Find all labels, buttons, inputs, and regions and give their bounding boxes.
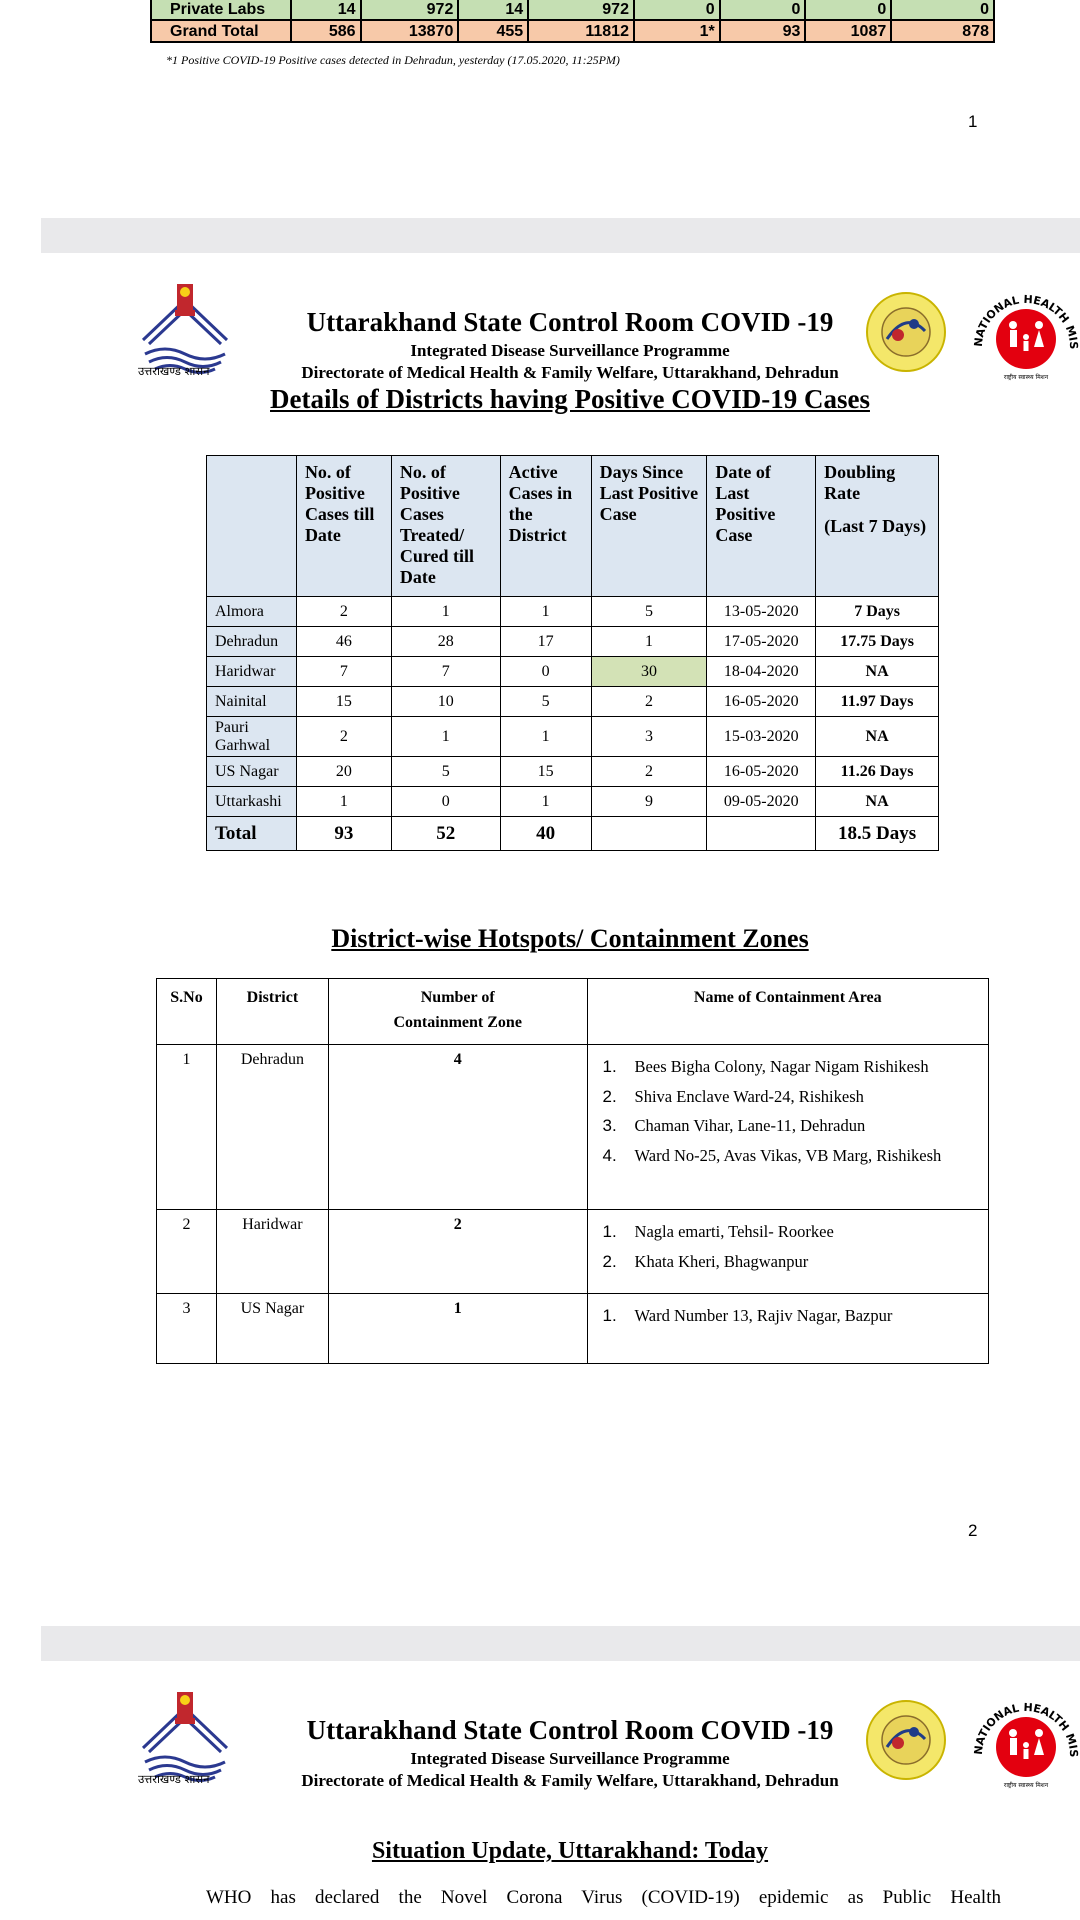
list-number: 2.	[602, 1251, 617, 1271]
table-row	[207, 687, 939, 717]
column-header: Days Since Last Positive Case	[591, 456, 707, 597]
table-cell: 16-05-2020	[707, 687, 816, 717]
table-cell: 1	[500, 717, 591, 757]
column-header	[328, 979, 587, 1045]
column-header: No. of Positive Cases Treated/ Cured till Date	[391, 456, 500, 597]
table-cell: 0	[805, 0, 891, 20]
table-cell: 9	[591, 787, 707, 817]
table-row	[207, 787, 939, 817]
table-row	[207, 597, 939, 627]
area-name: Chaman Vihar, Lane-11, Dehradun	[634, 1116, 866, 1135]
table-cell: 52	[391, 817, 500, 851]
column-header: Date of Last Positive Case	[707, 456, 816, 597]
table-cell: NA	[816, 657, 939, 687]
table-cell: 15	[500, 757, 591, 787]
emblem-caption: उत्तराखण्ड शासन	[138, 1772, 210, 1786]
table-cell: 93	[720, 20, 806, 42]
table-cell: 15	[296, 687, 391, 717]
table-cell: NA	[816, 787, 939, 817]
table-cell: 10	[391, 687, 500, 717]
table-cell: 0	[891, 0, 994, 20]
uttarakhand-emblem-logo	[135, 1690, 235, 1785]
table-row	[157, 1210, 989, 1294]
list-item	[603, 1052, 987, 1082]
column-header: Active Cases in the District	[500, 456, 591, 597]
table-cell: 1	[591, 627, 707, 657]
nhm-logo	[968, 281, 1080, 381]
total-row	[207, 817, 939, 851]
table-cell: 1087	[805, 20, 891, 42]
paragraph: WHO has declared the Novel Corona Virus (COVID-19) epidemic as Public Health	[206, 1887, 1001, 1908]
district-name: Dehradun	[216, 1045, 328, 1210]
list-number: 2.	[602, 1086, 617, 1106]
area-name: Ward No-25, Avas Vikas, VB Marg, Rishikesh	[634, 1145, 942, 1165]
table-cell: 2	[591, 687, 707, 717]
district-name: Dehradun	[207, 627, 297, 657]
table-cell: 1	[391, 597, 500, 627]
table-cell	[591, 817, 707, 851]
table-cell: 1	[500, 597, 591, 627]
table-header-row	[207, 456, 939, 597]
district-name: US Nagar	[207, 757, 297, 787]
table-row	[207, 757, 939, 787]
list-item	[603, 1111, 987, 1141]
area-name: Shiva Enclave Ward-24, Rishikesh	[634, 1086, 864, 1106]
list-item	[603, 1301, 987, 1331]
table-cell: 5	[591, 597, 707, 627]
idsp-logo	[865, 1699, 947, 1781]
page-number: 1	[968, 112, 978, 131]
uttarakhand-emblem-logo	[135, 282, 235, 377]
page-gap	[41, 218, 1080, 253]
table-cell: 3	[591, 717, 707, 757]
idsp-logo	[865, 291, 947, 373]
table-cell: 15-03-2020	[707, 717, 816, 757]
table-cell: 586	[291, 20, 361, 42]
nhm-caption: राष्ट्रीय स्वास्थ्य मिशन	[1003, 1782, 1049, 1789]
list-item	[603, 1141, 987, 1171]
list-number: 1.	[602, 1306, 617, 1325]
zone-count: 2	[328, 1210, 587, 1294]
total-label: Total	[207, 817, 297, 851]
table-row	[151, 20, 994, 42]
table-cell: 878	[891, 20, 994, 42]
table-cell: 972	[528, 0, 634, 20]
area-name: Ward Number 13, Rajiv Nagar, Bazpur	[634, 1306, 893, 1325]
table-cell: NA	[816, 717, 939, 757]
table-cell: 7 Days	[816, 597, 939, 627]
table-row	[207, 717, 939, 757]
table-cell: 1*	[634, 20, 720, 42]
table-cell: 0	[634, 0, 720, 20]
list-item	[603, 1082, 987, 1112]
nhm-arc-text: NATIONAL HEALTH MIS	[971, 292, 1080, 350]
list-item	[603, 1217, 987, 1247]
table-row	[207, 627, 939, 657]
table-row	[157, 1045, 989, 1210]
table-header-row	[157, 979, 989, 1045]
district-name: Uttarkashi	[207, 787, 297, 817]
table-cell: 0	[720, 0, 806, 20]
table-cell: 2	[296, 597, 391, 627]
table-cell: 2	[296, 717, 391, 757]
table-cell: 11.26 Days	[816, 757, 939, 787]
column-header: District	[216, 979, 328, 1045]
area-list	[589, 1046, 987, 1170]
area-list-cell	[587, 1210, 988, 1294]
section-title: Situation Update, Uttarakhand: Today	[371, 1838, 769, 1864]
table-cell: 1	[391, 717, 500, 757]
list-number: 1.	[602, 1057, 617, 1076]
column-header: S.No	[157, 979, 217, 1045]
district-name: US Nagar	[216, 1294, 328, 1364]
district-name: Haridwar	[207, 657, 297, 687]
table-cell: 28	[391, 627, 500, 657]
zone-count: 4	[328, 1045, 587, 1210]
table-cell: 13870	[361, 20, 459, 42]
table-cell: 17	[500, 627, 591, 657]
page-gap	[41, 1626, 1080, 1661]
column-header-text: Containment Zone	[393, 1014, 522, 1031]
nhm-caption: राष्ट्रीय स्वास्थ्य मिशन	[1003, 374, 1049, 381]
area-list	[589, 1295, 987, 1331]
table-cell: 14	[458, 0, 528, 20]
table-cell: 17.75 Days	[816, 627, 939, 657]
page-title: Uttarakhand State Control Room COVID -19	[306, 307, 834, 337]
table-row	[157, 1294, 989, 1364]
column-header-text: Number of	[420, 989, 495, 1006]
table-cell: 455	[458, 20, 528, 42]
section-title: Details of Districts having Positive COVID-19 Cases	[270, 384, 870, 414]
column-header	[207, 456, 297, 597]
row-label: Private Labs	[151, 0, 291, 20]
list-number: 4.	[602, 1145, 617, 1165]
zone-count: 1	[328, 1294, 587, 1364]
lab-summary-table	[150, 0, 995, 43]
district-name: Haridwar	[216, 1210, 328, 1294]
table-cell: 20	[296, 757, 391, 787]
table-cell: 30	[591, 657, 707, 687]
subtitle: Directorate of Medical Health & Family Welfare, Uttarakhand, Dehradun	[301, 1771, 839, 1790]
serial-number: 3	[157, 1294, 217, 1364]
area-name: Nagla emarti, Tehsil- Roorkee	[634, 1222, 834, 1241]
table-cell: 11.97 Days	[816, 687, 939, 717]
column-header: Name of Containment Area	[587, 979, 988, 1045]
column-header: No. of Positive Cases till Date	[296, 456, 391, 597]
table-cell: 7	[391, 657, 500, 687]
nhm-logo	[968, 1689, 1080, 1789]
table-row	[151, 0, 994, 20]
area-list	[589, 1211, 987, 1276]
table-row	[207, 657, 939, 687]
section-title: District-wise Hotspots/ Containment Zones	[331, 924, 809, 953]
subtitle: Directorate of Medical Health & Family Welfare, Uttarakhand, Dehradun	[301, 363, 839, 382]
list-number: 3.	[602, 1116, 617, 1135]
area-list-cell	[587, 1294, 988, 1364]
table-cell: 14	[291, 0, 361, 20]
serial-number: 1	[157, 1045, 217, 1210]
list-item	[603, 1247, 987, 1277]
area-list-cell	[587, 1045, 988, 1210]
row-label: Grand Total	[151, 20, 291, 42]
district-name: Almora	[207, 597, 297, 627]
table-cell: 2	[591, 757, 707, 787]
table-cell: 11812	[528, 20, 634, 42]
table-cell: 40	[500, 817, 591, 851]
table-cell: 7	[296, 657, 391, 687]
column-header-text: Doubling Rate	[824, 462, 896, 503]
table-cell: 09-05-2020	[707, 787, 816, 817]
table-cell	[707, 817, 816, 851]
table-cell: 0	[500, 657, 591, 687]
table-cell: 93	[296, 817, 391, 851]
table-cell: 46	[296, 627, 391, 657]
list-number: 1.	[602, 1222, 617, 1241]
area-name: Bees Bigha Colony, Nagar Nigam Rishikesh	[634, 1057, 929, 1076]
serial-number: 2	[157, 1210, 217, 1294]
subtitle: Integrated Disease Surveillance Programme	[410, 341, 730, 360]
table-cell: 1	[500, 787, 591, 817]
table-cell: 18.5 Days	[816, 817, 939, 851]
column-header-subtext: (Last 7 Days)	[824, 516, 927, 536]
table-cell: 16-05-2020	[707, 757, 816, 787]
footnote: *1 Positive COVID-19 Positive cases detected in Dehradun, yesterday (17.05.2020, 11:25PM)	[166, 53, 620, 67]
table-cell: 13-05-2020	[707, 597, 816, 627]
containment-zone-table	[156, 978, 989, 1364]
subtitle: Integrated Disease Surveillance Programme	[410, 1749, 730, 1768]
district-name: Nainital	[207, 687, 297, 717]
nhm-arc-text: NATIONAL HEALTH MIS	[971, 1700, 1080, 1758]
table-cell: 972	[361, 0, 459, 20]
table-cell: 17-05-2020	[707, 627, 816, 657]
column-header	[816, 456, 939, 597]
table-cell: 1	[296, 787, 391, 817]
emblem-caption: उत्तराखण्ड शासन	[138, 364, 210, 378]
district-cases-table	[206, 455, 939, 851]
table-cell: 0	[391, 787, 500, 817]
district-name: Pauri Garhwal	[207, 717, 297, 757]
table-cell: 5	[391, 757, 500, 787]
table-cell: 18-04-2020	[707, 657, 816, 687]
page-title: Uttarakhand State Control Room COVID -19	[306, 1715, 834, 1745]
area-name: Khata Kheri, Bhagwanpur	[634, 1251, 809, 1271]
table-cell: 5	[500, 687, 591, 717]
page-number: 2	[968, 1521, 978, 1540]
